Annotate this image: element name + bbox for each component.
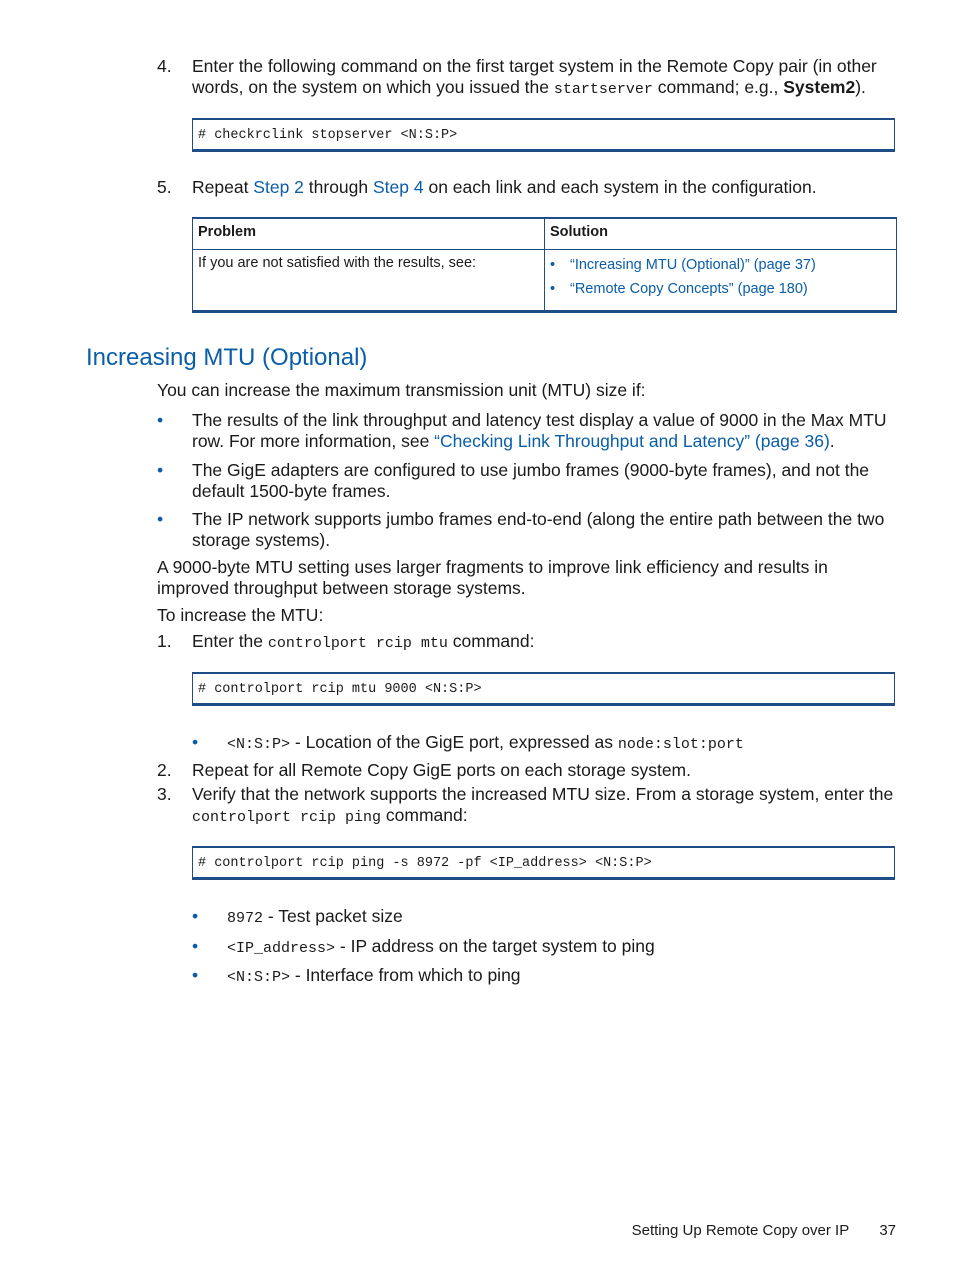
problem-solution-table (192, 217, 897, 313)
code-text: # checkrclink stopserver <N:S:P> (198, 128, 458, 143)
code-block-checkrclink (192, 118, 895, 152)
inline-code: node:slot:port (617, 736, 744, 753)
step-text: ). (855, 77, 866, 97)
list-item (192, 965, 897, 988)
page-footer (632, 1222, 896, 1239)
solution-cell (545, 250, 897, 312)
list-item (157, 509, 897, 551)
code-block-controlport-ping (192, 846, 895, 880)
list-item (192, 732, 897, 755)
page-number: 37 (879, 1222, 896, 1239)
step-text: through (303, 177, 373, 197)
step-4-link[interactable]: Step 4 (372, 177, 424, 197)
bullet-text: . (829, 431, 835, 451)
list-item (192, 936, 897, 959)
bullet-text: - Interface from which to ping (290, 965, 521, 985)
step-text: Enter the following command on the first target system in the Remote Copy pair (in other words, on the system on which you issued the (192, 56, 877, 97)
inline-code: <N:S:P> (227, 736, 291, 753)
bullet-text: The results of the link throughput and latency test display a value of 9000 in the Max MTU row. For more information, see (192, 410, 887, 451)
mtu-step-3 (157, 784, 897, 828)
step-text: command: (381, 805, 468, 825)
bullet-text: - Location of the GigE port, expressed as (290, 732, 618, 752)
step-number: 4. (157, 56, 172, 76)
inline-code: <N:S:P> (227, 969, 291, 986)
step-text: Verify that the network supports the increased MTU size. From a storage system, enter the (192, 784, 894, 804)
checking-link-throughput-link[interactable]: “Checking Link Throughput and Latency” (page 36) (434, 431, 830, 451)
inline-code: startserver (553, 81, 653, 98)
mtu-paragraph: A 9000-byte MTU setting uses larger fragments to improve link efficiency and results in improved throughput between storage systems. (157, 557, 828, 598)
bullet-icon: • (192, 936, 199, 956)
bullet-text: The GigE adapters are configured to use jumbo frames (9000-byte frames), and not the default 1500-byte frames. (192, 460, 870, 501)
remote-copy-concepts-link[interactable]: “Remote Copy Concepts” (page 180) (570, 281, 808, 297)
bullet-text: The IP network supports jumbo frames end-to-end (along the entire path between the two storage systems). (192, 509, 885, 550)
list-item (157, 410, 897, 452)
table-row (193, 250, 897, 312)
step-text: command: (447, 631, 535, 651)
bullet-text: - Test packet size (263, 906, 403, 926)
intro-paragraph: You can increase the maximum transmission unit (MTU) size if: (157, 380, 646, 400)
solution-item (550, 281, 891, 297)
footer-title: Setting Up Remote Copy over IP (631, 1222, 849, 1239)
code-text: # controlport rcip mtu 9000 <N:S:P> (198, 682, 482, 697)
instruction-paragraph: To increase the MTU: (157, 605, 324, 625)
step-5 (157, 177, 897, 198)
bullet-icon: • (157, 460, 164, 480)
increasing-mtu-link[interactable]: “Increasing MTU (Optional)” (page 37) (570, 257, 816, 273)
step-number: 5. (157, 177, 172, 197)
bullet-icon: • (192, 906, 199, 926)
bullet-icon: • (192, 732, 199, 752)
bullet-icon: • (157, 410, 164, 430)
solution-header: Solution (545, 218, 897, 250)
mtu-step-2 (157, 760, 897, 781)
problem-header: Problem (193, 218, 545, 250)
inline-code: 8972 (227, 910, 264, 927)
step-text: Repeat (192, 177, 254, 197)
bold-text: System2 (783, 77, 856, 97)
list-item (157, 460, 897, 502)
step-text: on each link and each system in the configuration. (423, 177, 817, 197)
step-text: Repeat for all Remote Copy GigE ports on each storage system. (192, 760, 691, 780)
list-item (192, 906, 897, 929)
code-block-controlport-mtu (192, 672, 895, 706)
solution-item (550, 257, 891, 273)
inline-code: <IP_address> (227, 940, 336, 957)
section-title: Increasing MTU (Optional) (86, 344, 368, 371)
inline-code: controlport rcip mtu (267, 635, 448, 652)
step-text: command; e.g., (652, 77, 784, 97)
step-number: 3. (157, 784, 172, 804)
code-text: # controlport rcip ping -s 8972 -pf <IP_address> <N:S:P> (198, 856, 652, 871)
mtu-step-1 (157, 631, 897, 654)
step-number: 2. (157, 760, 172, 780)
step-2-link[interactable]: Step 2 (253, 177, 304, 197)
bullet-text: - IP address on the target system to ping (335, 936, 655, 956)
bullet-icon: • (157, 509, 164, 529)
step-4 (157, 56, 897, 100)
inline-code: controlport rcip ping (192, 809, 382, 826)
step-number: 1. (157, 631, 172, 651)
step-text: Enter the (192, 631, 268, 651)
problem-cell: If you are not satisfied with the results, see: (193, 250, 545, 312)
bullet-icon: • (192, 965, 199, 985)
